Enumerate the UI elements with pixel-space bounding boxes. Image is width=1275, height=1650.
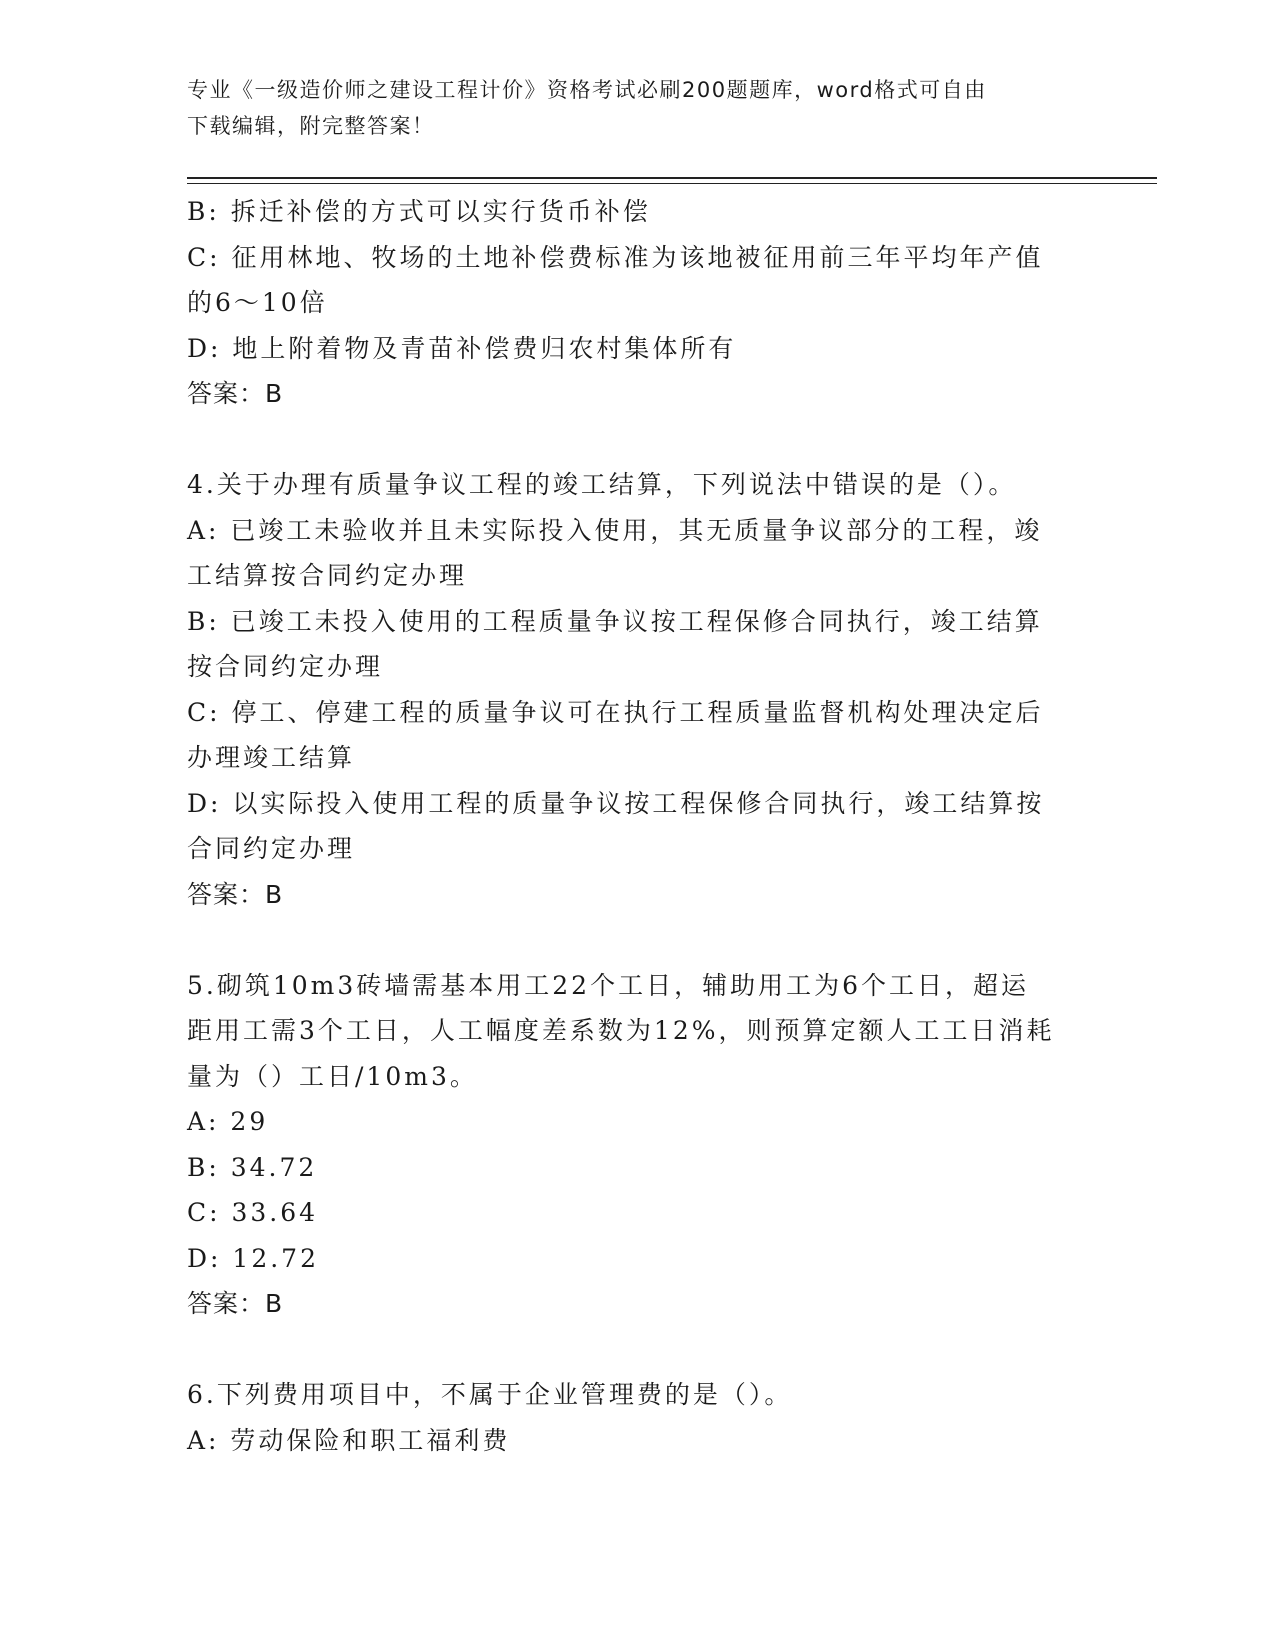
spacer [187, 917, 1087, 963]
q4-option-d-cont: 合同约定办理 [187, 834, 356, 863]
q3-option-d: D: 地上附着物及青苗补偿费归农村集体所有 [187, 333, 737, 363]
q5-stem-cont: 距用工需3个工日，人工幅度差系数为12%，则预算定额人工工日消耗 [187, 1016, 1055, 1045]
q4-option-b-cont: 按合同约定办理 [187, 652, 384, 681]
q4-option-c: C: 停工、停建工程的质量争议可在执行工程质量监督机构处理决定后 [187, 697, 1044, 727]
q4-option-c-cont: 办理竣工结算 [187, 743, 356, 772]
q5-option-a: A: 29 [187, 1107, 269, 1136]
q6-stem: 6.下列费用项目中，不属于企业管理费的是（）。 [187, 1380, 793, 1409]
q5-option-b: B: 34.72 [187, 1152, 318, 1182]
q3-answer: 答案：B [187, 379, 284, 408]
q4-option-a-cont: 工结算按合同约定办理 [187, 561, 468, 590]
q3-option-b: B: 拆迁补偿的方式可以实行货币补偿 [187, 197, 651, 226]
spacer [187, 417, 1087, 463]
header-line: 下载编辑，附完整答案！ [187, 114, 435, 138]
q5-answer: 答案：B [187, 1289, 284, 1318]
q4-option-b: B: 已竣工未投入使用的工程质量争议按工程保修合同执行，竣工结算 [187, 606, 1043, 636]
q3-option-c-cont: 的6～10倍 [187, 288, 328, 317]
q4-option-d: D: 以实际投入使用工程的质量争议按工程保修合同执行，竣工结算按 [187, 788, 1045, 818]
q5-stem: 5.砌筑10m3砖墙需基本用工22个工日，辅助用工为6个工日，超运 [187, 970, 1029, 1000]
q4-answer: 答案：B [187, 879, 284, 909]
document-body [187, 189, 1087, 1463]
q5-option-d: D: 12.72 [187, 1243, 319, 1273]
q4-stem: 4.关于办理有质量争议工程的竣工结算，下列说法中错误的是（）。 [187, 470, 1017, 499]
header-divider-thin [187, 183, 1157, 184]
q6-option-a: A: 劳动保险和职工福利费 [187, 1425, 511, 1455]
q5-stem-cont: 量为（）工日/10m3。 [187, 1061, 478, 1091]
header-divider-thick [187, 177, 1157, 179]
spacer [187, 1327, 1087, 1373]
q4-option-a: A: 已竣工未验收并且未实际投入使用，其无质量争议部分的工程，竣 [187, 515, 1043, 545]
header-line: 专业《一级造价师之建设工程计价》资格考试必刷200题题库，word格式可自由 [187, 78, 987, 102]
document-header [187, 72, 1087, 144]
q5-option-c: C: 33.64 [187, 1198, 319, 1227]
q3-option-c: C: 征用林地、牧场的土地补偿费标准为该地被征用前三年平均年产值 [187, 242, 1044, 272]
